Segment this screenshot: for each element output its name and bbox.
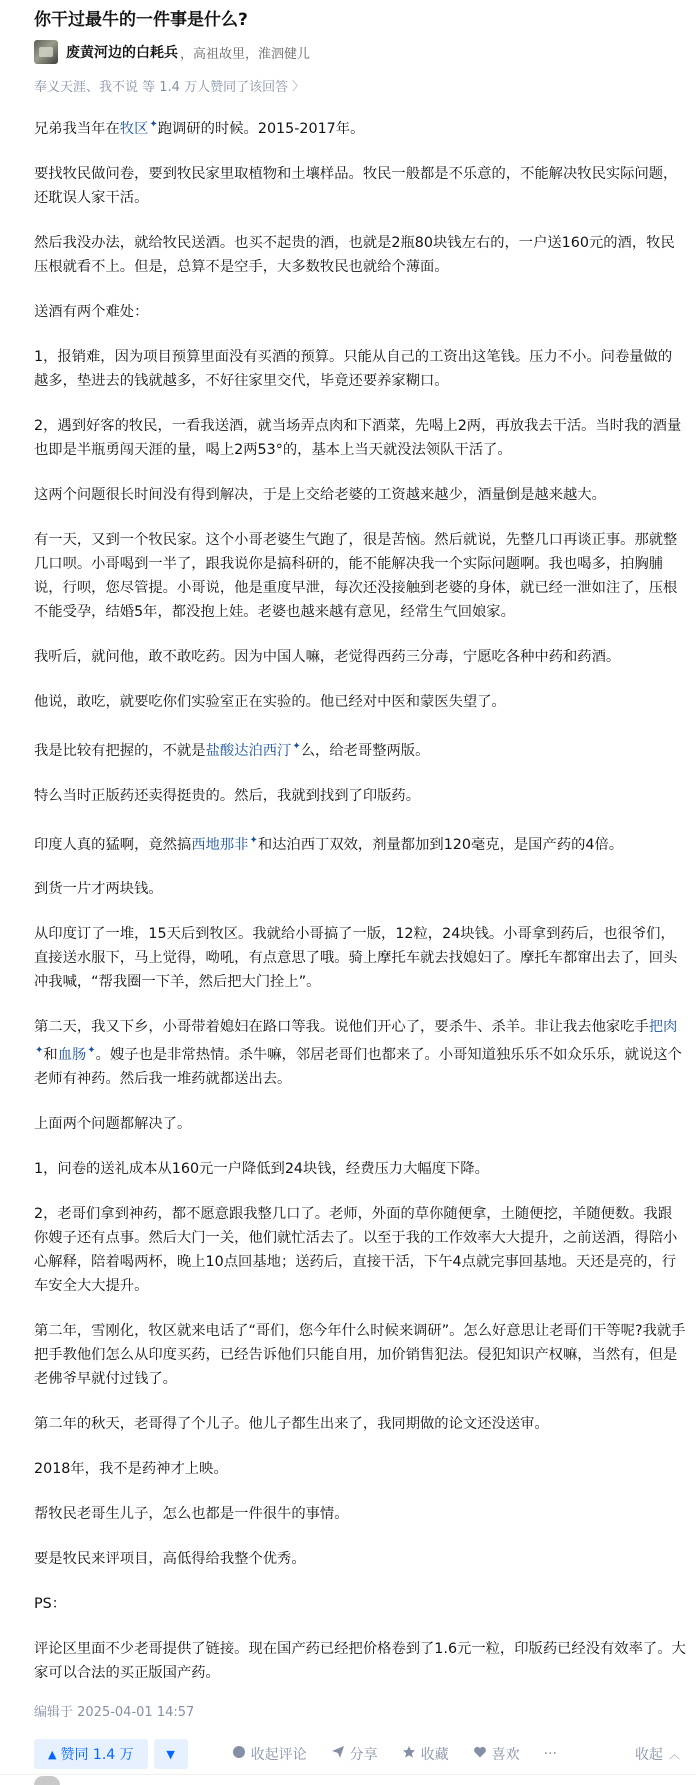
author-name[interactable]: 废黄河边的白耗兵: [66, 45, 178, 61]
answer-paragraph: [34, 877, 686, 901]
upvote-label: 赞同 1.4 万: [60, 1747, 134, 1763]
text-segment: 印度人真的猛啊，竟然搞: [34, 836, 192, 853]
upvote-icon: ▲: [48, 1747, 57, 1761]
answer-paragraph: [34, 922, 686, 994]
divider: [0, 1774, 696, 1775]
comments-button[interactable]: [232, 1744, 307, 1764]
text-segment: 要找牧民做问卷，要到牧民家里取植物和土壤样品。牧民一般都是不乐意的，不能解决牧民实际问题，还耽误人家干活。: [34, 165, 678, 206]
edited-time: 编辑于 2025-04-01 14:57: [34, 1705, 195, 1720]
text-segment: 和: [43, 1047, 58, 1064]
answer-paragraph: [34, 784, 686, 808]
favorite-button[interactable]: [402, 1744, 449, 1764]
answer-paragraph: [34, 1637, 686, 1685]
share-label: 分享: [349, 1747, 378, 1763]
knowledge-link[interactable]: 盐酸达泊西汀: [205, 742, 292, 759]
answer-paragraph: [34, 829, 686, 857]
text-segment: 第二天，我又下乡，小哥带着媳妇在路口等我。说他们开心了，要杀牛、杀羊。非让我去他家吃手: [34, 1019, 649, 1036]
answer-paragraph: [34, 690, 686, 714]
downvote-button[interactable]: [154, 1739, 188, 1769]
answer-content: [34, 113, 686, 1706]
answer-paragraph: [34, 1319, 686, 1391]
text-segment: 从印度订了一堆，15天后到牧区。我就给小哥搞了一版，12粒，24块钱。小哥拿到药后，也很爷们，直接送水服下，马上觉得，呦吼，有点意思了哦。骑上摩托车就去找媳妇了。摩托车都窜出去了，回头冲我喊，“帮我圈一下羊，然后把大门拴上”。: [34, 926, 678, 991]
answer-actions: [34, 1737, 686, 1771]
downvote-icon: ▼: [166, 1747, 175, 1761]
answer-paragraph: [34, 1015, 686, 1091]
text-segment: 第二年，雪刚化，牧区就来电话了“哥们，您今年什么时候来调研”。怎么好意思让老哥们干等呢?我就手把手教他们怎么从印度买药，已经告诉他们只能自用，加价销售犯法。侵犯知识产权嘛，当然有，但是老佛爷早就付过钱了。: [34, 1323, 686, 1388]
voters-summary[interactable]: [34, 76, 304, 95]
author-avatar[interactable]: [34, 40, 58, 64]
knowledge-link[interactable]: 西地那非: [191, 836, 249, 853]
collapse-button[interactable]: [635, 1744, 680, 1764]
text-segment: 。嫂子也是非常热情。杀牛嘛，邻居老哥们也都来了。小哥知道独乐乐不如众乐乐，就说这个老师有神药。然后我一堆药就都送出去。: [34, 1047, 682, 1088]
comments-label: 收起评论: [250, 1747, 307, 1763]
answer-paragraph: [34, 1592, 686, 1616]
next-answer-avatar[interactable]: [34, 1776, 60, 1785]
text-segment: 到货一片才两块钱。: [34, 881, 163, 898]
answer-paragraph: [34, 414, 686, 462]
answer-paragraph: [34, 528, 686, 624]
link-sparkle-icon: ✦: [149, 119, 158, 130]
question-title[interactable]: 你干过最牛的一件事是什么?: [34, 10, 248, 30]
text-segment: 这两个问题很长时间没有得到解决，于是上交给老婆的工资越来越少，酒量倒是越来越大。: [34, 486, 606, 503]
share-plane-icon: [331, 1745, 345, 1763]
answer-paragraph: [34, 645, 686, 669]
more-button[interactable]: [544, 1746, 557, 1762]
author-info: [34, 38, 310, 66]
text-segment: 2，遇到好客的牧民，一看我送酒，就当场弄点肉和下酒菜，先喝上2两，再放我去干活。当时我的酒量也即是半瓶勇闯天涯的量，喝上2两53°的，基本上当天就没法领队干活了。: [34, 417, 682, 458]
text-segment: 我是比较有把握的，不就是: [34, 742, 206, 759]
text-segment: 评论区里面不少老哥提供了链接。现在国产药已经把价格卷到了1.6元一粒，印版药已经没有效率了。大家可以合法的买正版国产药。: [34, 1641, 686, 1682]
answer-paragraph: [34, 113, 686, 141]
favorite-label: 收藏: [420, 1747, 449, 1763]
text-segment: 特么当时正版药还卖得挺贵的。然后，我就到找到了印版药。: [34, 787, 421, 804]
text-segment: 我听后，就问他，敢不敢吃药。因为中国人嘛，老觉得西药三分毒，宁愿吃各种中药和药酒。: [34, 648, 621, 665]
author-bio: ，高祖故里，淮泗健儿: [180, 46, 311, 62]
link-sparkle-icon: ✦: [292, 740, 301, 752]
text-segment: 和达泊西丁双效，剂量都加到120毫克，是国产药的4倍。: [257, 836, 624, 853]
answer-paragraph: [34, 1502, 686, 1526]
more-icon: ···: [543, 1746, 557, 1762]
answer-paragraph: [34, 1457, 686, 1481]
answer-paragraph: [34, 1157, 686, 1181]
voters-text: 奉义天涯、我不说 等 1.4 万人赞同了该回答: [34, 80, 289, 95]
text-segment: 他说，敢吃，就要吃你们实验室正在实验的。他已经对中医和蒙医失望了。: [34, 693, 506, 710]
heart-icon: [473, 1745, 487, 1763]
answer-paragraph: [34, 1112, 686, 1136]
knowledge-link[interactable]: 血肠: [57, 1047, 87, 1064]
text-segment: 兄弟我当年在: [34, 120, 120, 137]
answer-paragraph: [34, 1547, 686, 1571]
text-segment: 然后我没办法，就给牧民送酒。也买不起贵的酒，也就是2瓶80块钱左右的，一户送160元的酒，牧民压根就看不上。但是，总算不是空手，大多数牧民也就给个薄面。: [34, 234, 675, 275]
share-button[interactable]: [331, 1744, 378, 1764]
text-segment: 帮牧民老哥生儿子，怎么也都是一件很牛的事情。: [34, 1506, 349, 1523]
link-sparkle-icon: ✦: [87, 1045, 96, 1057]
text-segment: 2，老哥们拿到神药，都不愿意跟我整几口了。老师，外面的草你随便拿，土随便挖，羊随便数。我跟你嫂子还有点事。然后大门一关，他们就忙活去了。以至于我的工作效率大大提升，之前送酒，得陪小心解释，陪着喝两杯，晚上10点回基地；送药后，直接干活，下午4点就完事回基地。天还是亮的，行车安全大大提升。: [34, 1206, 678, 1295]
text-segment: 跑调研的时候。2015-2017年。: [157, 120, 365, 137]
text-segment: 1，问卷的送礼成本从160元一户降低到24块钱，经费压力大幅度下降。: [34, 1161, 489, 1178]
answer-paragraph: [34, 231, 686, 279]
like-button[interactable]: [473, 1744, 520, 1764]
star-icon: [402, 1745, 416, 1763]
link-sparkle-icon: ✦: [35, 1045, 44, 1057]
answer-paragraph: [34, 300, 686, 324]
comment-bubble-icon: [232, 1745, 246, 1763]
link-sparkle-icon: ✦: [249, 834, 258, 846]
text-segment: PS：: [34, 1596, 66, 1613]
chevron-up-icon: ︿: [669, 1748, 680, 1761]
answer-paragraph: [34, 162, 686, 210]
answer-paragraph: [34, 1202, 686, 1298]
knowledge-link[interactable]: 把肉: [648, 1019, 678, 1036]
upvote-button[interactable]: [34, 1739, 148, 1769]
text-segment: 上面两个问题都解决了。: [34, 1116, 192, 1133]
text-segment: 要是牧民来评项目，高低得给我整个优秀。: [34, 1551, 306, 1568]
text-segment: 有一天，又到一个牧民家。这个小哥老婆生气跑了，很是苦恼。然后就说，先整几口再谈正事。那就整几口呗。小哥喝到一半了，跟我说你是搞科研的，能不能解决我一个实际问题啊。我也喝多，拍胸脯说，行呗，您尽管提。小哥说，他是重度早泄，每次还没接触到老婆的身体，就已经一泄如注了，压根不能受孕，结婚5年，都没抱上娃。老婆也越来越有意见，经常生气回娘家。: [34, 531, 678, 620]
answer-paragraph: [34, 1412, 686, 1436]
text-segment: 送酒有两个难处：: [34, 303, 149, 320]
answer-paragraph: [34, 345, 686, 393]
answer-paragraph: [34, 735, 686, 763]
like-label: 喜欢: [491, 1747, 520, 1763]
text-segment: 么，给老哥整两版。: [300, 742, 430, 759]
knowledge-link[interactable]: 牧区: [119, 120, 149, 137]
text-segment: 第二年的秋天，老哥得了个儿子。他儿子都生出来了，我同期做的论文还没送审。: [34, 1416, 549, 1433]
answer-paragraph: [34, 483, 686, 507]
text-segment: 2018年，我不是药神才上映。: [34, 1461, 228, 1478]
text-segment: 1，报销难，因为项目预算里面没有买酒的预算。只能从自己的工资出这笔钱。压力不小。问卷量做的越多，垫进去的钱就越多，不好往家里交代，毕竟还要养家糊口。: [34, 348, 673, 389]
collapse-label: 收起: [635, 1747, 663, 1763]
chevron-right-icon: 〉: [292, 79, 305, 93]
